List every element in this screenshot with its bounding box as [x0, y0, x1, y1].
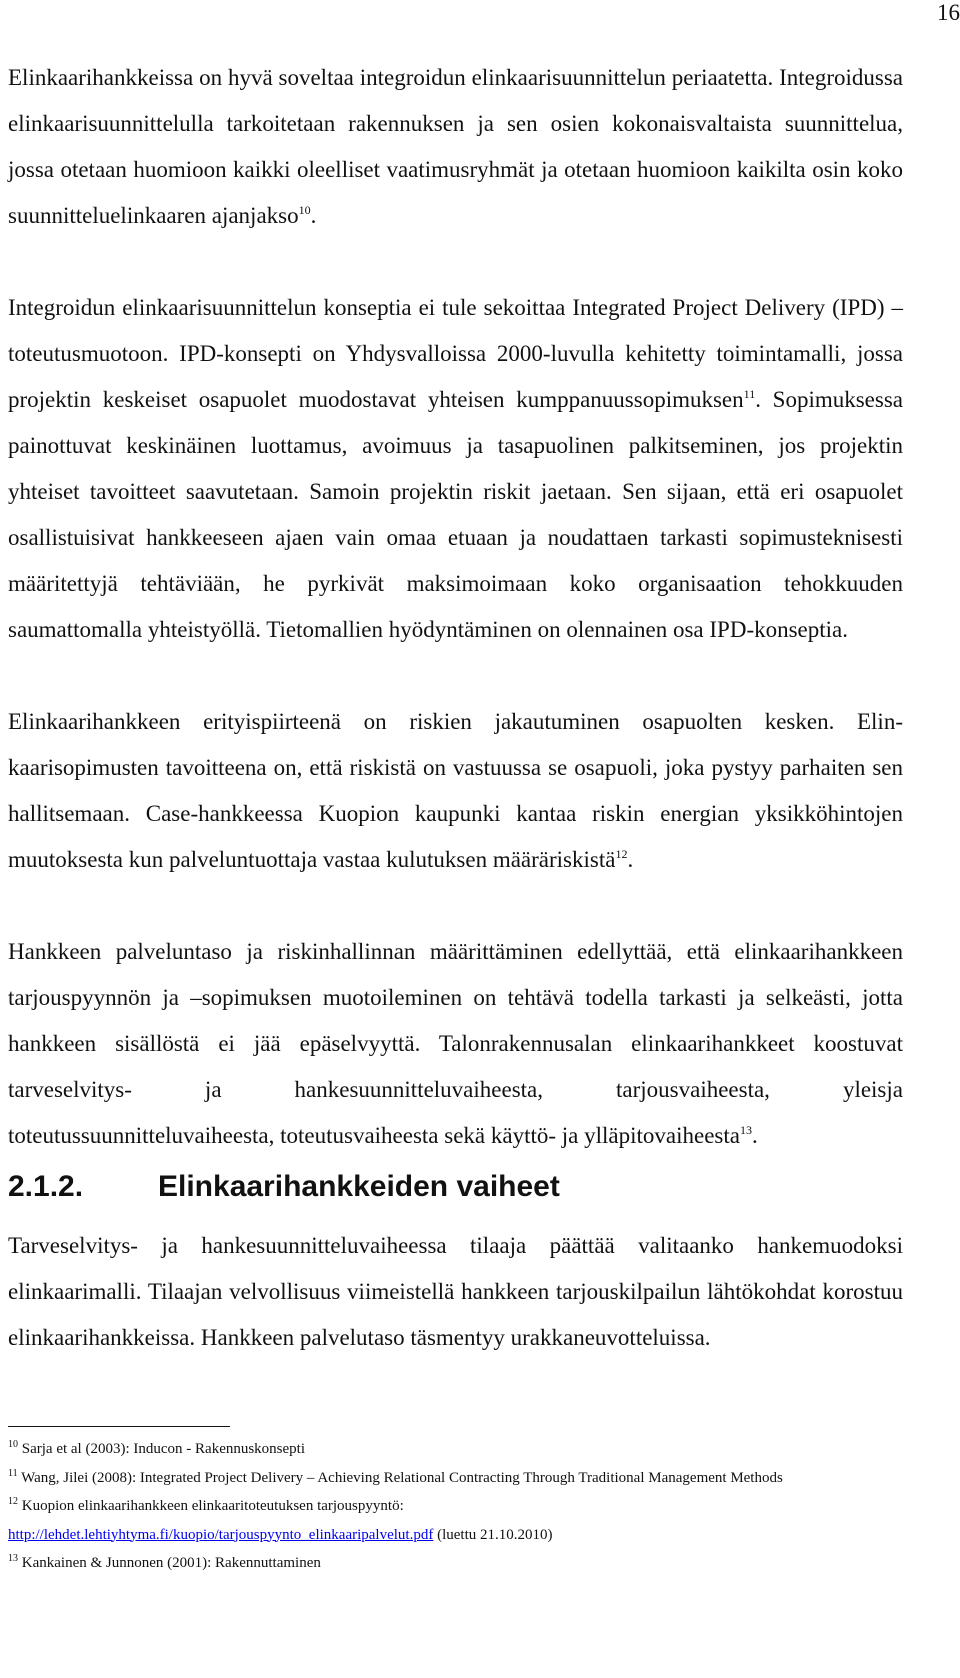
paragraph-4	[8, 929, 903, 1159]
section-heading	[8, 1159, 903, 1223]
paragraph-4-text: Hankkeen palveluntaso ja riskinhallinnan määrittäminen edellyttää, että elinkaarihankkeen tarjouspyynnön ja –sopimuksen muotoileminen on tehtävä todella tarkasti ja selkeästi, jotta hankkeen sisällöstä ei jää epäselvyyttä. Talonrakennusalan elinkaarihankkeet koostuvat tarveselvitys- ja hankesuunnitteluvaiheesta, tarjousvaiheesta, yleisja toteutussuunnitteluvaiheesta, toteutusvaiheesta sekä käyttö- ja ylläpitovaiheesta	[8, 939, 903, 1148]
paragraph-3-end: .	[627, 847, 634, 872]
footnote-text: Kankainen & Junnonen (2001): Rakennuttaminen	[21, 1555, 321, 1571]
paragraph-2-text-a: Integroidun elinkaarisuunnittelun konseptia ei tule sekoittaa Integrated Project Delivery (IPD) –toteutusmuotoon.	[8, 295, 903, 366]
footnote-ref-12: 12	[615, 847, 628, 861]
footnote-12	[8, 1492, 908, 1521]
footnote-text: Sarja et al (2003): Inducon - Rakennuskonsepti	[21, 1441, 306, 1457]
paragraph-4-end: .	[751, 1123, 758, 1148]
footnote-ref-13: 13	[739, 1123, 752, 1137]
footnote-11	[8, 1464, 908, 1493]
footnotes	[8, 1426, 908, 1578]
paragraph-2-text-d: Sen sijaan, että eri osapuolet osallistuisivat hankkeeseen ajaen vain omaa etuaan ja noudattaen tarkasti sopimusteknisesti määritettyjä tehtäviään, he pyrkivät maksimoimaan koko organisaation tehokkuuden saumattomalla yhteistyöllä. Tietomallien hyödyntäminen on olennainen osa IPD-konseptia.	[8, 479, 903, 642]
footnote-divider	[8, 1426, 230, 1427]
paragraph-3	[8, 699, 903, 883]
footnote-accessed-date: (luettu 21.10.2010)	[433, 1526, 553, 1543]
footnote-number: 10	[8, 1439, 18, 1450]
footnote-number: 13	[8, 1553, 18, 1564]
paragraph-2-text-b: IPD-konsepti on Yhdysvalloissa 2000-luvulla kehitetty toimintamalli, jossa projektin keskeiset osapuolet muodostavat yhteisen kumppanuussopimuksen	[8, 341, 903, 412]
paragraph-1-end: .	[310, 203, 317, 228]
footnote-text: Kuopion elinkaarihankkeen elinkaaritoteutuksen tarjouspyyntö:	[21, 1498, 404, 1514]
footnote-text: Wang, Jilei (2008): Integrated Project Delivery – Achieving Relational Contracting Through Traditional Management Methods	[21, 1469, 783, 1486]
document-body	[8, 55, 903, 1361]
footnote-10	[8, 1435, 908, 1464]
footnote-ref-10: 10	[298, 203, 311, 217]
section-number: 2.1.2.	[8, 1170, 84, 1203]
footnote-link[interactable]: http://lehdet.lehtiyhtyma.fi/kuopio/tarjouspyynto_elinkaaripalvelut.pdf	[8, 1526, 434, 1543]
paragraph-2	[8, 285, 903, 653]
page-number: 16	[937, 0, 960, 25]
footnote-13	[8, 1549, 908, 1578]
footnote-number: 11	[8, 1467, 18, 1479]
paragraph-5: Tarveselvitys- ja hankesuunnitteluvaiheessa tilaaja päättää valitaanko hankemuodoksi elinkaarimalli. Tilaajan velvollisuus viimeistellä hankkeen tarjouskilpailun lähtökohdat korostuu elinkaarihankkeissa. Hankkeen palvelutaso täsmentyy urakkaneuvotteluissa.	[8, 1233, 903, 1350]
section-title: Elinkaarihankkeiden vaiheet	[158, 1170, 560, 1203]
paragraph-1-text: Elinkaarihankkeissa on hyvä soveltaa integroidun elinkaarisuunnittelun periaatetta. Integroidussa elinkaarisuunnittelulla tarkoitetaan rakennuksen ja sen osien kokonaisvaltaista suunnittelua, jossa otetaan huomioon kaikki oleelliset vaatimusryhmät ja otetaan huomioon kaikilta osin koko suunnitteluelinkaaren ajanjakso	[8, 65, 903, 228]
footnote-12-link-line	[8, 1521, 908, 1550]
footnote-number: 12	[8, 1496, 18, 1507]
paragraph-3-text: Elinkaarihankkeen erityispiirteenä on riskien jakautuminen osapuolten kesken. Elinkaarisopimusten tavoitteena on, että riskistä on vastuussa se osapuoli, joka pystyy parhaiten sen hallitsemaan. Case-hankkeessa Kuopion kaupunki kantaa riskin energian yksikköhintojen muutoksesta kun palveluntuottaja vastaa kulutuksen määräriskistä	[8, 709, 903, 872]
footnote-ref-11: 11	[743, 387, 756, 401]
paragraph-2-text-c: . Sopimuksessa painottuvat keskinäinen luottamus, avoimuus ja tasapuolinen palkitseminen, jos projektin yhteiset tavoitteet saavutetaan. Samoin projektin riskit jaetaan.	[8, 387, 903, 504]
paragraph-1	[8, 55, 903, 239]
